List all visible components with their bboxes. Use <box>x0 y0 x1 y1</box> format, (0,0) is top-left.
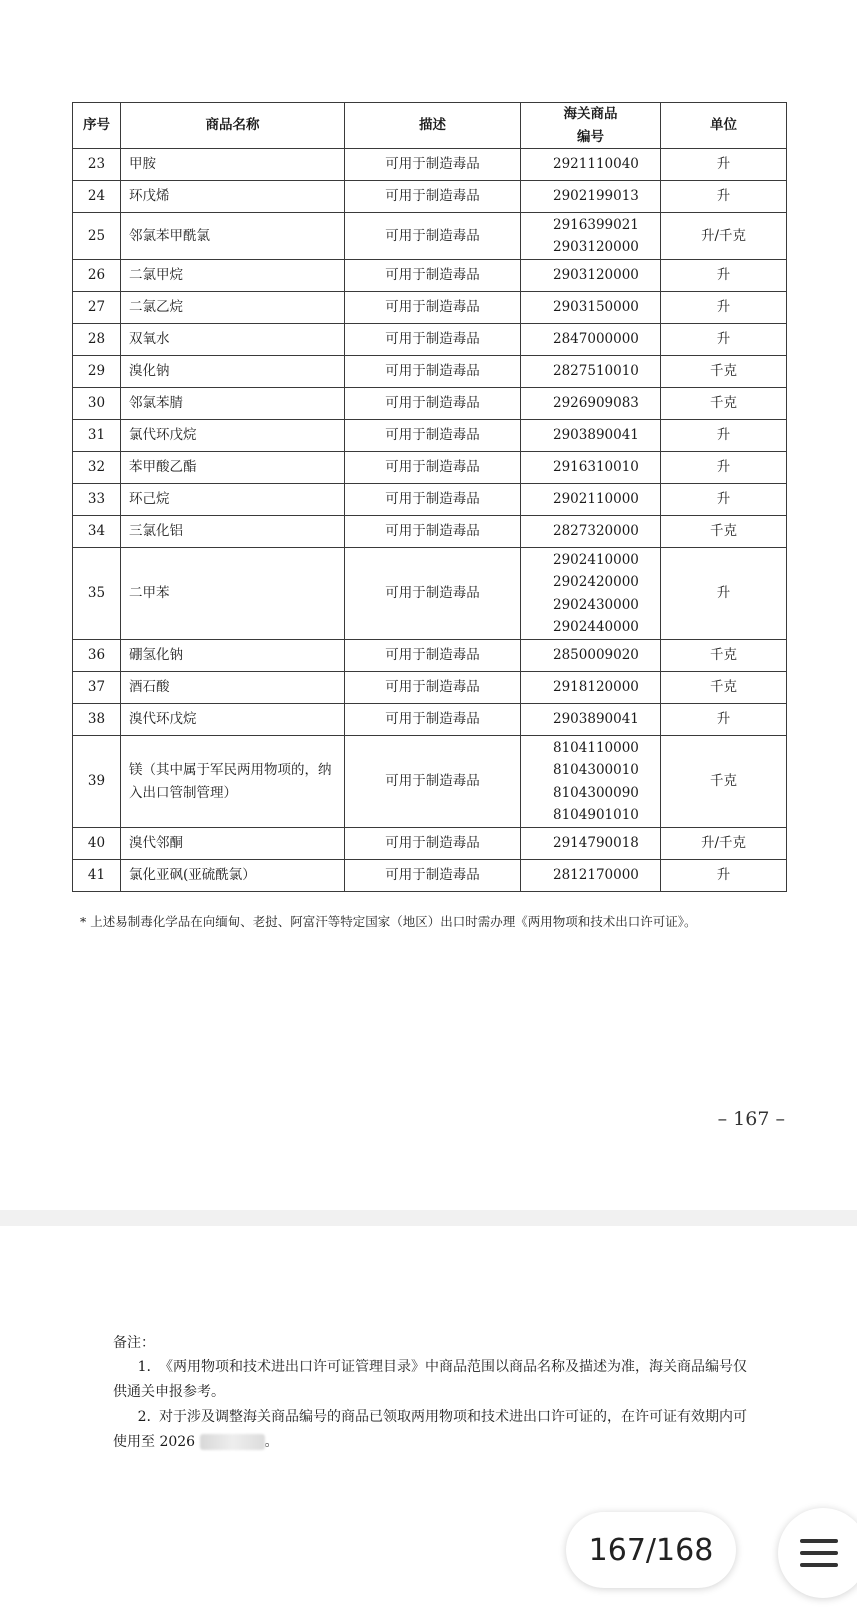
customs-code: 2812170000 <box>553 867 639 884</box>
cell-unit: 升 <box>661 484 787 516</box>
cell-unit: 升 <box>661 548 787 640</box>
customs-code: 2918120000 <box>553 679 639 696</box>
header-no: 序号 <box>73 103 121 149</box>
cell-desc: 可用于制造毒品 <box>345 356 521 388</box>
cell-code <box>521 548 661 640</box>
cell-desc: 可用于制造毒品 <box>345 672 521 704</box>
cell-name: 甲胺 <box>121 149 345 181</box>
cell-name: 邻氯苯甲酰氯 <box>121 213 345 260</box>
table-row <box>73 149 787 181</box>
cell-code <box>521 260 661 292</box>
cell-no: 26 <box>73 260 121 292</box>
cell-no: 31 <box>73 420 121 452</box>
table-body <box>73 149 787 892</box>
header-code-line1: 海关商品 <box>563 106 618 122</box>
customs-code: 2916399021 <box>553 216 639 233</box>
cell-code <box>521 149 661 181</box>
cell-code <box>521 672 661 704</box>
table-row <box>73 452 787 484</box>
redacted-text-blur <box>200 1434 265 1450</box>
cell-no: 24 <box>73 181 121 213</box>
cell-unit: 升/千克 <box>661 213 787 260</box>
table-row <box>73 260 787 292</box>
table-row <box>73 484 787 516</box>
customs-code: 2847000000 <box>553 331 639 348</box>
cell-code <box>521 356 661 388</box>
page-divider <box>0 1210 857 1226</box>
cell-no: 39 <box>73 736 121 828</box>
customs-code: 8104300010 <box>553 762 639 778</box>
cell-desc: 可用于制造毒品 <box>345 736 521 828</box>
customs-code: 2916310010 <box>553 459 639 476</box>
table-row <box>73 388 787 420</box>
cell-code <box>521 420 661 452</box>
cell-no: 28 <box>73 324 121 356</box>
cell-unit: 千克 <box>661 640 787 672</box>
header-code-line2: 编号 <box>577 128 604 145</box>
cell-no: 40 <box>73 828 121 860</box>
table-row <box>73 213 787 260</box>
cell-unit: 千克 <box>661 356 787 388</box>
cell-desc: 可用于制造毒品 <box>345 640 521 672</box>
table-row <box>73 356 787 388</box>
cell-name: 酒石酸 <box>121 672 345 704</box>
note-number: 1. <box>137 1359 151 1375</box>
cell-desc: 可用于制造毒品 <box>345 452 521 484</box>
header-unit: 单位 <box>661 103 787 149</box>
cell-unit: 升 <box>661 149 787 181</box>
cell-code <box>521 292 661 324</box>
note-item <box>113 1355 753 1405</box>
customs-code: 2902410000 <box>553 551 639 568</box>
footnote: * 上述易制毒化学品在向缅甸、老挝、阿富汗等特定国家（地区）出口时需办理《两用物项和技术出口许可证》。 <box>80 914 697 929</box>
cell-unit: 升/千克 <box>661 828 787 860</box>
cell-name: 双氧水 <box>121 324 345 356</box>
customs-code: 2926909083 <box>553 395 639 412</box>
cell-name: 苯甲酸乙酯 <box>121 452 345 484</box>
note-number: 2. <box>137 1409 151 1425</box>
cell-code <box>521 828 661 860</box>
cell-name: 氯代环戊烷 <box>121 420 345 452</box>
cell-unit: 升 <box>661 181 787 213</box>
cell-desc: 可用于制造毒品 <box>345 420 521 452</box>
customs-code: 2827510010 <box>553 363 639 380</box>
cell-name: 镁（其中属于军民两用物项的，纳入出口管制管理） <box>121 736 345 828</box>
cell-name: 溴代环戊烷 <box>121 704 345 736</box>
cell-desc: 可用于制造毒品 <box>345 484 521 516</box>
note-text: 对于涉及调整海关商品编号的商品已领取两用物项和技术进出口许可证的，在许可证有效期内可使用至 2026 <box>113 1409 747 1450</box>
customs-code: 8104300090 <box>553 784 639 801</box>
customs-code: 2903120000 <box>553 239 639 255</box>
customs-code: 2902420000 <box>553 574 639 590</box>
table-row <box>73 828 787 860</box>
cell-code <box>521 640 661 672</box>
customs-code: 2827320000 <box>553 523 639 540</box>
cell-code <box>521 181 661 213</box>
table-row <box>73 736 787 828</box>
customs-code: 2902440000 <box>553 619 639 635</box>
table-row <box>73 516 787 548</box>
cell-no: 27 <box>73 292 121 324</box>
customs-code: 8104901010 <box>553 807 639 823</box>
cell-desc: 可用于制造毒品 <box>345 181 521 213</box>
cell-name: 溴代邻酮 <box>121 828 345 860</box>
customs-code: 2921110040 <box>553 156 639 173</box>
cell-unit: 千克 <box>661 672 787 704</box>
cell-unit: 升 <box>661 260 787 292</box>
goods-table <box>72 102 787 892</box>
cell-name: 环己烷 <box>121 484 345 516</box>
cell-no: 30 <box>73 388 121 420</box>
cell-name: 二氯甲烷 <box>121 260 345 292</box>
cell-code <box>521 516 661 548</box>
cell-unit: 千克 <box>661 736 787 828</box>
cell-desc: 可用于制造毒品 <box>345 828 521 860</box>
cell-no: 29 <box>73 356 121 388</box>
cell-code <box>521 704 661 736</box>
cell-code <box>521 324 661 356</box>
note-text-tail: 。 <box>264 1434 279 1450</box>
cell-name: 二甲苯 <box>121 548 345 640</box>
cell-name: 氯化亚砜(亚硫酰氯） <box>121 860 345 892</box>
cell-unit: 升 <box>661 704 787 736</box>
cell-unit: 升 <box>661 860 787 892</box>
header-desc: 描述 <box>345 103 521 149</box>
cell-name: 二氯乙烷 <box>121 292 345 324</box>
table-row <box>73 181 787 213</box>
cell-unit: 升 <box>661 452 787 484</box>
cell-no: 37 <box>73 672 121 704</box>
table-row <box>73 420 787 452</box>
cell-no: 34 <box>73 516 121 548</box>
cell-no: 38 <box>73 704 121 736</box>
cell-code <box>521 736 661 828</box>
cell-name: 邻氯苯腈 <box>121 388 345 420</box>
page-number: – 167 – <box>717 1108 785 1130</box>
cell-code <box>521 484 661 516</box>
cell-code <box>521 213 661 260</box>
cell-desc: 可用于制造毒品 <box>345 213 521 260</box>
cell-desc: 可用于制造毒品 <box>345 388 521 420</box>
cell-code <box>521 860 661 892</box>
cell-no: 41 <box>73 860 121 892</box>
customs-code: 2903890041 <box>553 711 639 728</box>
table-row <box>73 548 787 640</box>
customs-code: 2902110000 <box>553 491 639 508</box>
cell-name: 环戊烯 <box>121 181 345 213</box>
table-header-row <box>73 103 787 149</box>
cell-unit: 升 <box>661 420 787 452</box>
header-code <box>521 103 661 149</box>
customs-code: 2850009020 <box>553 647 639 664</box>
customs-code: 2914790018 <box>553 835 639 852</box>
cell-no: 35 <box>73 548 121 640</box>
cell-no: 36 <box>73 640 121 672</box>
cell-desc: 可用于制造毒品 <box>345 260 521 292</box>
cell-name: 硼氢化钠 <box>121 640 345 672</box>
cell-desc: 可用于制造毒品 <box>345 516 521 548</box>
cell-unit: 升 <box>661 292 787 324</box>
customs-code: 2903890041 <box>553 427 639 444</box>
customs-code: 2902199013 <box>553 188 639 205</box>
table-row <box>73 704 787 736</box>
customs-code: 2903150000 <box>553 299 639 316</box>
header-name: 商品名称 <box>121 103 345 149</box>
cell-desc: 可用于制造毒品 <box>345 548 521 640</box>
customs-code: 8104110000 <box>553 739 639 756</box>
table-row <box>73 324 787 356</box>
cell-unit: 千克 <box>661 516 787 548</box>
cell-no: 23 <box>73 149 121 181</box>
table-row <box>73 292 787 324</box>
table-row <box>73 672 787 704</box>
table-row <box>73 860 787 892</box>
cell-no: 33 <box>73 484 121 516</box>
cell-unit: 千克 <box>661 388 787 420</box>
customs-code: 2902430000 <box>553 596 639 613</box>
cell-name: 溴化钠 <box>121 356 345 388</box>
cell-no: 32 <box>73 452 121 484</box>
table-row <box>73 640 787 672</box>
page-indicator[interactable]: 167/168 <box>566 1512 736 1588</box>
cell-desc: 可用于制造毒品 <box>345 292 521 324</box>
cell-name: 三氯化铝 <box>121 516 345 548</box>
customs-code: 2903120000 <box>553 267 639 284</box>
cell-desc: 可用于制造毒品 <box>345 149 521 181</box>
cell-unit: 升 <box>661 324 787 356</box>
notes-title: 备注： <box>113 1335 155 1351</box>
cell-no: 25 <box>73 213 121 260</box>
cell-desc: 可用于制造毒品 <box>345 324 521 356</box>
note-item <box>113 1405 753 1455</box>
note-text: 《两用物项和技术进出口许可证管理目录》中商品范围以商品名称及描述为准，海关商品编号仅供通关申报参考。 <box>113 1359 747 1400</box>
cell-desc: 可用于制造毒品 <box>345 704 521 736</box>
cell-code <box>521 388 661 420</box>
cell-code <box>521 452 661 484</box>
cell-desc: 可用于制造毒品 <box>345 860 521 892</box>
